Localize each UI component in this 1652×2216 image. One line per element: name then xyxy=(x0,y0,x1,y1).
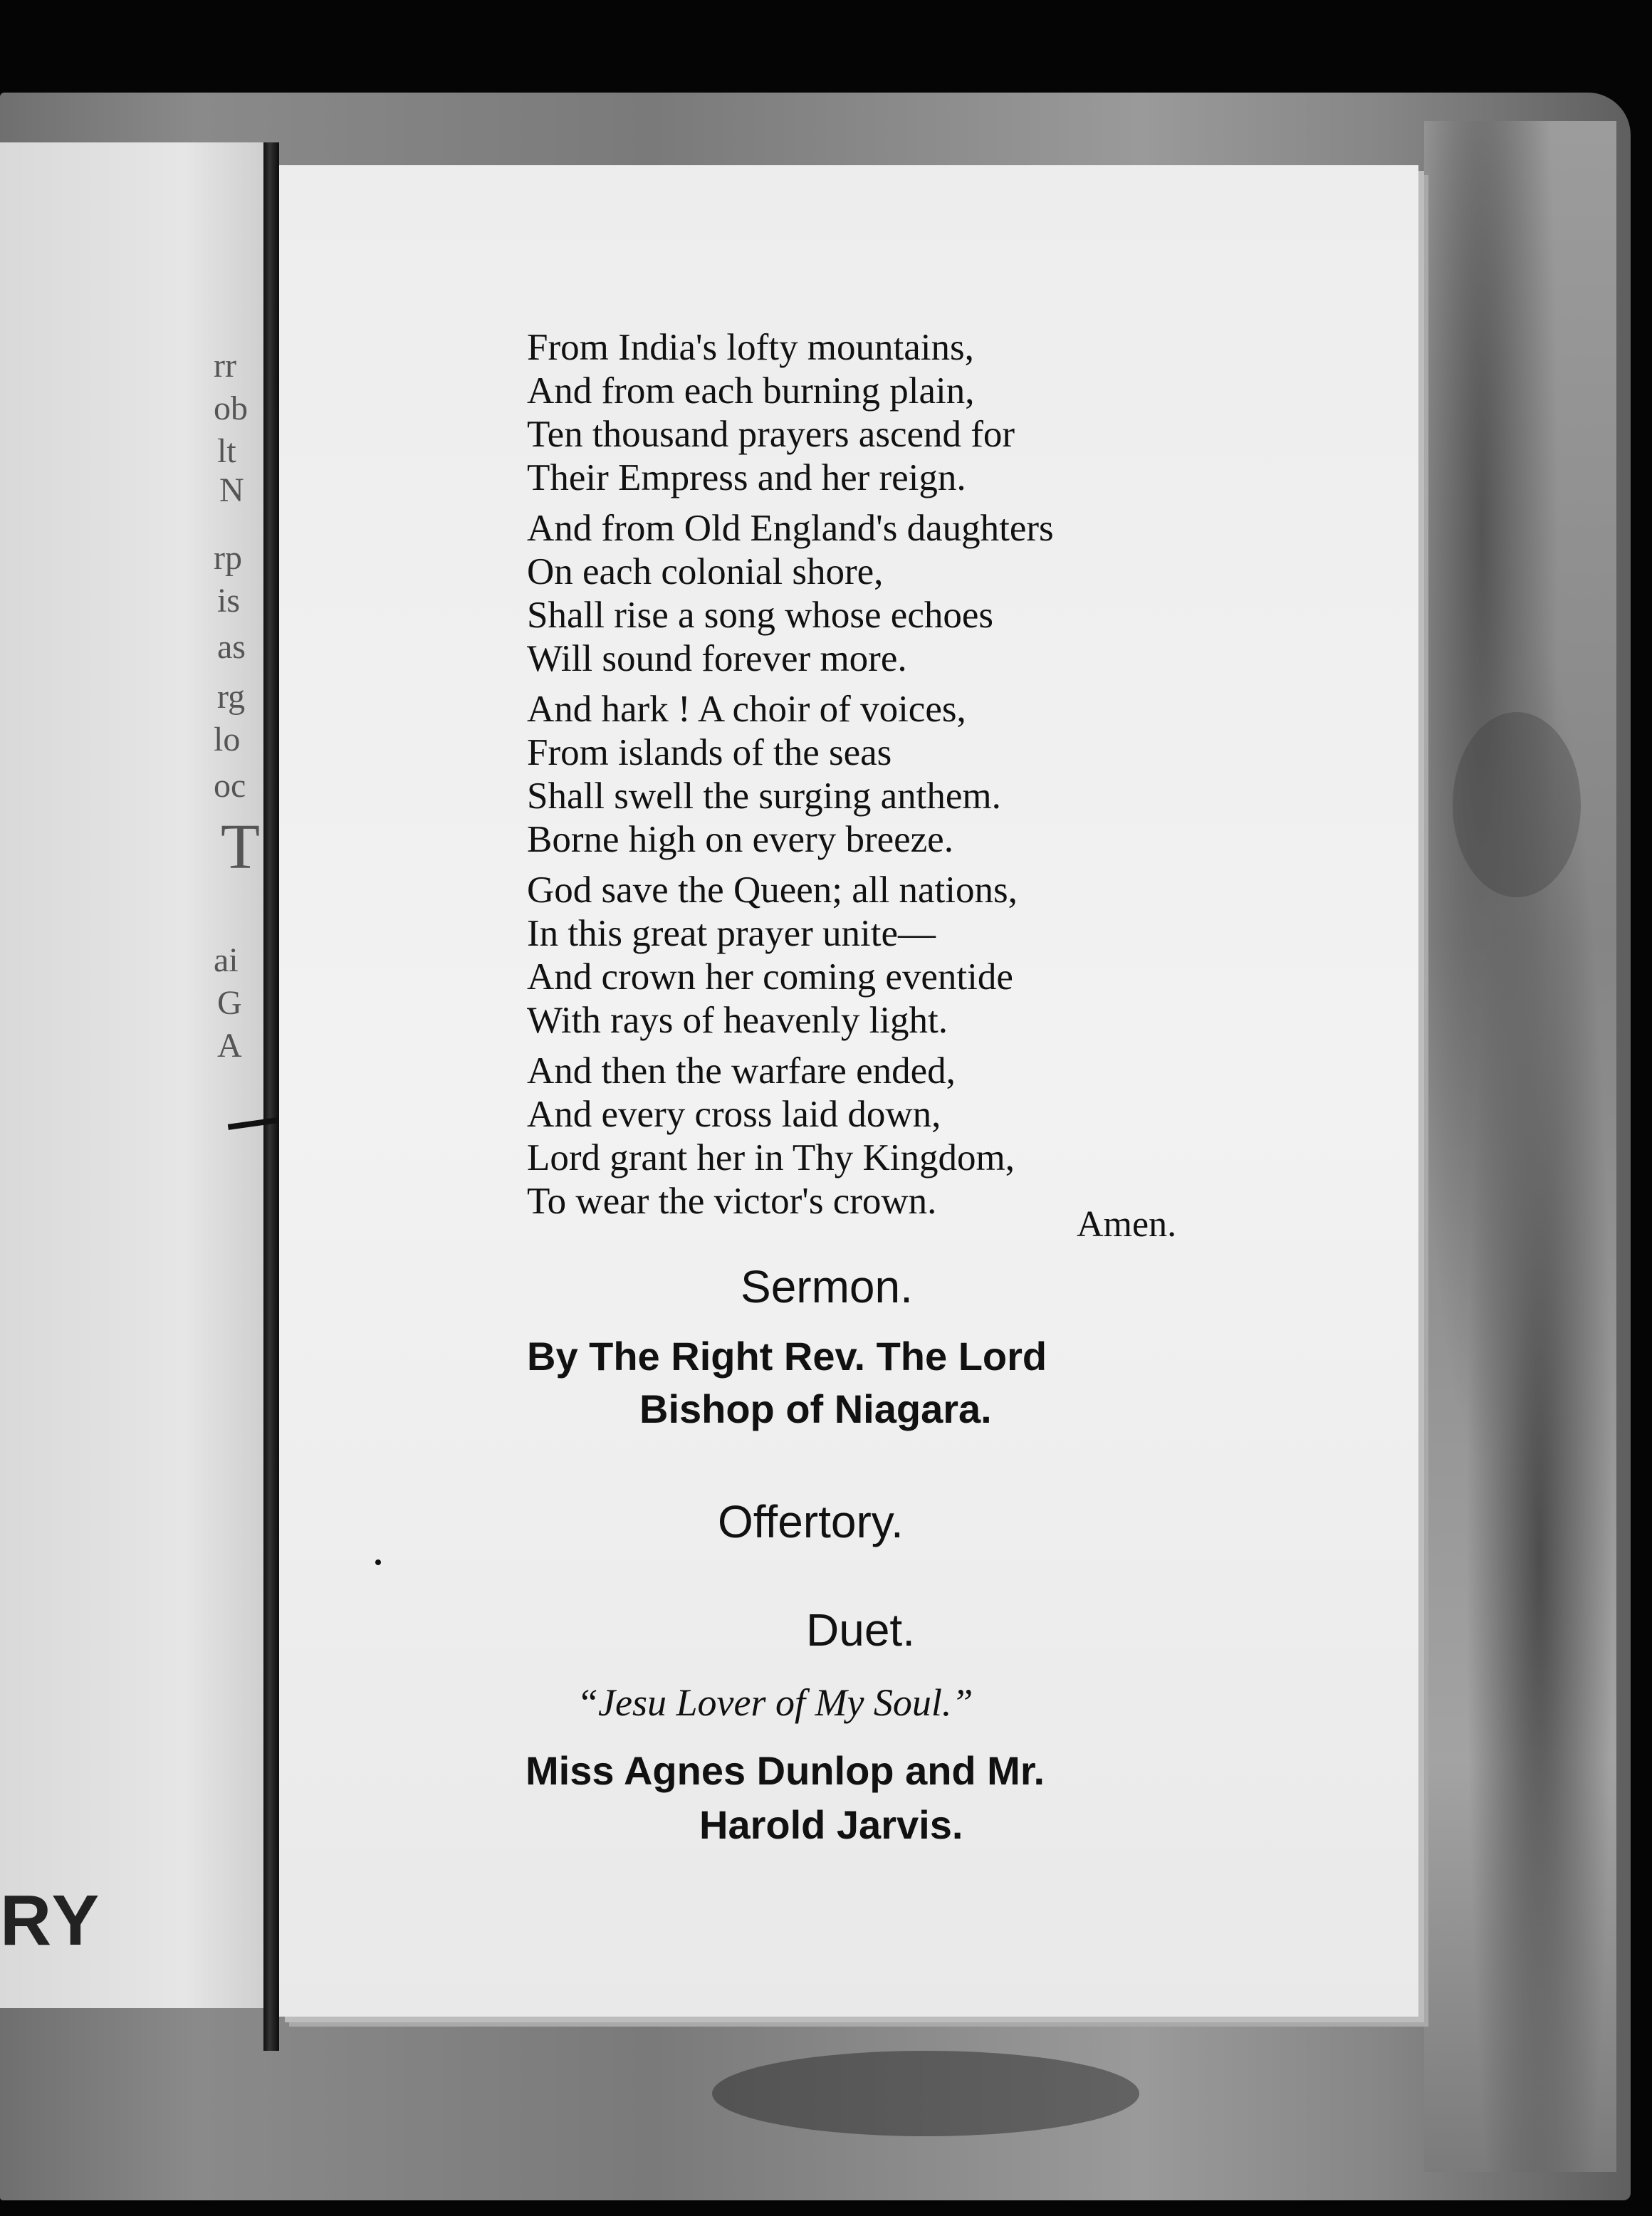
hymn-line: Ten thousand prayers ascend for xyxy=(527,414,1015,455)
left-facing-page xyxy=(0,142,263,2008)
hymn-line: Their Empress and her reign. xyxy=(527,457,966,498)
hymn-line: And every cross laid down, xyxy=(527,1094,941,1135)
hymn-line: In this great prayer unite— xyxy=(527,913,936,954)
hymn-line: Lord grant her in Thy Kingdom, xyxy=(527,1137,1015,1178)
sermon-preacher-line: By The Right Rev. The Lord xyxy=(527,1334,1047,1379)
left-page-fragment: ob xyxy=(214,390,248,427)
duet-song-title: “Jesu Lover of My Soul.” xyxy=(577,1681,973,1724)
hymn-line: And then the warfare ended, xyxy=(527,1050,956,1092)
left-page-fragment: rp xyxy=(214,539,242,577)
offertory-heading: Offertory. xyxy=(718,1496,904,1547)
left-page-fragment: N xyxy=(219,471,244,509)
left-page-fragment: is xyxy=(217,582,241,620)
hymn-stanza xyxy=(527,1050,1239,1223)
water-stain xyxy=(1453,712,1581,897)
duet-performers-line: Harold Jarvis. xyxy=(699,1802,963,1847)
duet-performers-line: Miss Agnes Dunlop and Mr. xyxy=(526,1748,1045,1793)
sermon-preacher-line: Bishop of Niagara. xyxy=(639,1386,992,1431)
duet-heading: Duet. xyxy=(806,1604,915,1656)
water-stain xyxy=(712,2051,1139,2136)
left-page-fragment: rr xyxy=(214,347,236,385)
hymn-amen: Amen. xyxy=(1077,1204,1177,1245)
hymn-line: With rays of heavenly light. xyxy=(527,1000,948,1041)
hymn-line: On each colonial shore, xyxy=(527,551,884,592)
left-page-fragment: G xyxy=(217,984,242,1022)
hymn-stanza xyxy=(527,507,1239,681)
hymn-line: And crown her coming eventide xyxy=(527,956,1013,998)
hymn-line: And from each burning plain, xyxy=(527,370,975,412)
hymn-text xyxy=(527,326,1239,1230)
hymn-line: From India's lofty mountains, xyxy=(527,327,974,368)
hymn-line: Will sound forever more. xyxy=(527,638,907,679)
sermon-heading: Sermon. xyxy=(741,1261,913,1312)
hymn-line: Shall swell the surging anthem. xyxy=(527,775,1001,817)
left-page-fragment: oc xyxy=(214,767,246,805)
ink-speck xyxy=(375,1559,381,1565)
show-through-text xyxy=(493,486,502,527)
hymn-line: God save the Queen; all nations, xyxy=(527,869,1018,911)
left-page-fragment: ai xyxy=(214,941,239,979)
hymn-stanza xyxy=(527,688,1239,862)
cover-edge-stained xyxy=(1424,121,1616,2172)
book-gutter xyxy=(263,142,279,2051)
hymn-stanza xyxy=(527,326,1239,500)
hymn-line: From islands of the seas xyxy=(527,732,892,773)
left-page-fragment: lt xyxy=(217,432,236,470)
hymn-stanza xyxy=(527,869,1239,1042)
hymn-line: Shall rise a song whose echoes xyxy=(527,595,993,636)
left-page-fragment: lo xyxy=(214,721,241,758)
left-page-heading-fragment: RY xyxy=(0,1881,103,1960)
hymn-line: Borne high on every breeze. xyxy=(527,819,953,860)
left-page-fragment: A xyxy=(217,1027,242,1065)
left-page-fragment: rg xyxy=(217,678,246,716)
hymn-line: To wear the victor's crown. xyxy=(527,1181,937,1222)
hymn-line: And hark ! A choir of voices, xyxy=(527,689,966,730)
left-page-fragment: as xyxy=(217,628,246,666)
left-page-fragment: T xyxy=(221,812,260,882)
hymn-line: And from Old England's daughters xyxy=(527,508,1054,549)
